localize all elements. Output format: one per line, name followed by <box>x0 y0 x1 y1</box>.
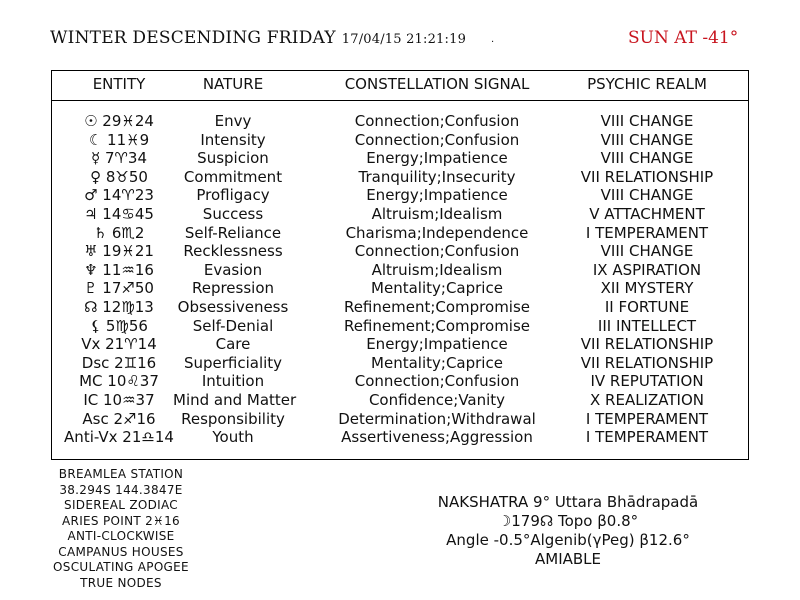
table-row <box>52 168 748 187</box>
column-header-nature: NATURE <box>202 75 264 93</box>
nature-cell: Intensity <box>200 130 266 149</box>
signal-cell: Confidence;Vanity <box>368 390 506 409</box>
entity-cell: ♆ 11♒16 <box>84 260 154 279</box>
signal-cell: Connection;Confusion <box>354 242 520 261</box>
table-row <box>52 428 748 447</box>
entity-cell: ☾ 11♓9 <box>88 130 150 149</box>
entity-cell: IC 10♒37 <box>83 390 155 409</box>
nature-cell: Superficiality <box>183 353 283 372</box>
entity-cell: ♄ 6♏2 <box>93 223 145 242</box>
signal-cell: Charisma;Independence <box>345 223 529 242</box>
realm-cell: VII RELATIONSHIP <box>580 353 714 372</box>
nature-cell: Success <box>202 204 264 223</box>
table-row <box>52 112 748 131</box>
table-row <box>52 205 748 224</box>
entity-cell: ♂ 14♈23 <box>84 186 154 205</box>
table-row <box>52 372 748 391</box>
nature-cell: Evasion <box>203 260 263 279</box>
nature-cell: Self-Reliance <box>184 223 282 242</box>
signal-cell: Assertiveness;Aggression <box>341 428 533 447</box>
nature-cell: Suspicion <box>197 149 269 168</box>
realm-cell: VIII CHANGE <box>600 242 694 261</box>
table-row <box>52 354 748 373</box>
page-title <box>50 28 466 48</box>
signal-cell: Refinement;Compromise <box>343 316 531 335</box>
signal-cell: Altruism;Idealism <box>371 260 503 279</box>
entity-cell: ⚸ 5♍56 <box>90 316 148 335</box>
entity-cell: ♃ 14♋45 <box>84 204 154 223</box>
table-row <box>52 298 748 317</box>
entity-cell: ☊ 12♍13 <box>84 297 154 316</box>
column-header-signal: CONSTELLATION SIGNAL <box>344 75 530 93</box>
nakshatra-info <box>413 493 723 569</box>
nature-cell: Envy <box>214 112 252 130</box>
nature-cell: Recklessness <box>183 242 283 261</box>
nature-cell: Mind and Matter <box>173 390 297 409</box>
realm-cell: I TEMPERAMENT <box>585 409 709 428</box>
settings-line: CAMPANUS HOUSES <box>58 544 184 559</box>
realm-cell: IX ASPIRATION <box>592 260 702 279</box>
signal-cell: Altruism;Idealism <box>371 204 503 223</box>
entity-cell: ☿ 7♈34 <box>90 149 148 168</box>
table-row <box>52 131 748 150</box>
signal-cell: Tranquility;Insecurity <box>358 167 516 186</box>
sun-altitude: SUN AT -41° <box>628 28 739 48</box>
nature-cell: Care <box>215 335 251 354</box>
nakshatra-line: AMIABLE <box>534 550 601 568</box>
nature-cell: Youth <box>212 428 254 447</box>
entity-cell: Anti-Vx 21♎14 <box>64 428 174 447</box>
table-row <box>52 224 748 243</box>
realm-cell: III INTELLECT <box>597 316 697 335</box>
nakshatra-line: Angle -0.5°Algenib(γPeg) β12.6° <box>446 531 690 549</box>
table-row <box>52 335 748 354</box>
entity-cell: ♀ 8♉50 <box>90 167 148 186</box>
nature-cell: Commitment <box>183 167 283 186</box>
realm-cell: V ATTACHMENT <box>589 204 705 223</box>
nakshatra-line: NAKSHATRA 9° Uttara Bhādrapadā <box>437 493 699 511</box>
settings-line: ANTI-CLOCKWISE <box>67 529 175 543</box>
entity-cell: Dsc 2♊16 <box>81 353 157 372</box>
realm-cell: VII RELATIONSHIP <box>580 335 714 354</box>
entity-cell: Asc 2♐16 <box>82 409 156 428</box>
table-row <box>52 279 748 298</box>
nature-cell: Self-Denial <box>192 316 274 335</box>
signal-cell: Mentality;Caprice <box>371 353 503 372</box>
settings-line: 38.294S 144.3847E <box>59 482 183 497</box>
realm-cell: VII RELATIONSHIP <box>580 167 714 186</box>
table-row <box>52 317 748 336</box>
table-row <box>52 410 748 429</box>
table-row <box>52 261 748 280</box>
signal-cell: Determination;Withdrawal <box>338 409 536 428</box>
entity-cell: ☉ 29♓24 <box>84 112 154 130</box>
realm-cell: IV REPUTATION <box>590 372 704 391</box>
table-row <box>52 242 748 261</box>
realm-cell: I TEMPERAMENT <box>585 428 709 447</box>
settings-line: TRUE NODES <box>80 575 162 590</box>
entity-cell: MC 10♌37 <box>79 372 159 391</box>
column-header-realm: PSYCHIC REALM <box>587 75 707 93</box>
table-row <box>52 149 748 168</box>
realm-cell: XII MYSTERY <box>600 279 694 298</box>
settings-line: ARIES POINT 2♓16 <box>62 513 180 528</box>
settings-line: SIDEREAL ZODIAC <box>64 498 178 512</box>
location-settings <box>46 467 196 591</box>
column-header-entity: ENTITY <box>92 75 146 93</box>
signal-cell: Connection;Confusion <box>354 372 520 391</box>
table-row <box>52 391 748 410</box>
table-body <box>52 112 748 447</box>
title-datetime: 17/04/15 21:21:19 <box>341 32 467 47</box>
stray-dot: . <box>491 34 495 45</box>
settings-line: OSCULATING APOGEE <box>53 560 189 574</box>
signal-cell: Mentality;Caprice <box>371 279 503 298</box>
nakshatra-line: ☽179☊ Topo β0.8° <box>497 512 639 530</box>
entity-cell: ♇ 17♐50 <box>84 279 154 298</box>
realm-cell: VIII CHANGE <box>600 149 694 168</box>
nature-cell: Responsibility <box>181 409 285 428</box>
realm-cell: VIII CHANGE <box>600 130 694 149</box>
nature-cell: Profligacy <box>196 186 270 205</box>
realm-cell: II FORTUNE <box>604 297 690 316</box>
signal-cell: Connection;Confusion <box>354 112 520 130</box>
settings-line: BREAMLEA STATION <box>58 467 184 481</box>
entity-cell: Vx 21♈14 <box>81 335 157 354</box>
header-divider <box>52 100 748 101</box>
signal-cell: Energy;Impatience <box>366 186 508 205</box>
signal-cell: Refinement;Compromise <box>343 297 531 316</box>
table-row <box>52 186 748 205</box>
signal-cell: Energy;Impatience <box>366 335 508 354</box>
nature-cell: Repression <box>191 279 275 298</box>
ephemeris-table <box>51 70 749 460</box>
nature-cell: Intuition <box>201 372 265 391</box>
signal-cell: Connection;Confusion <box>354 130 520 149</box>
nature-cell: Obsessiveness <box>177 297 289 316</box>
realm-cell: VIII CHANGE <box>600 186 694 205</box>
title-text: WINTER DESCENDING FRIDAY <box>50 28 336 48</box>
realm-cell: VIII CHANGE <box>600 112 694 130</box>
signal-cell: Energy;Impatience <box>366 149 508 168</box>
realm-cell: I TEMPERAMENT <box>585 223 709 242</box>
realm-cell: X REALIZATION <box>590 390 704 409</box>
entity-cell: ♅ 19♓21 <box>84 242 154 261</box>
